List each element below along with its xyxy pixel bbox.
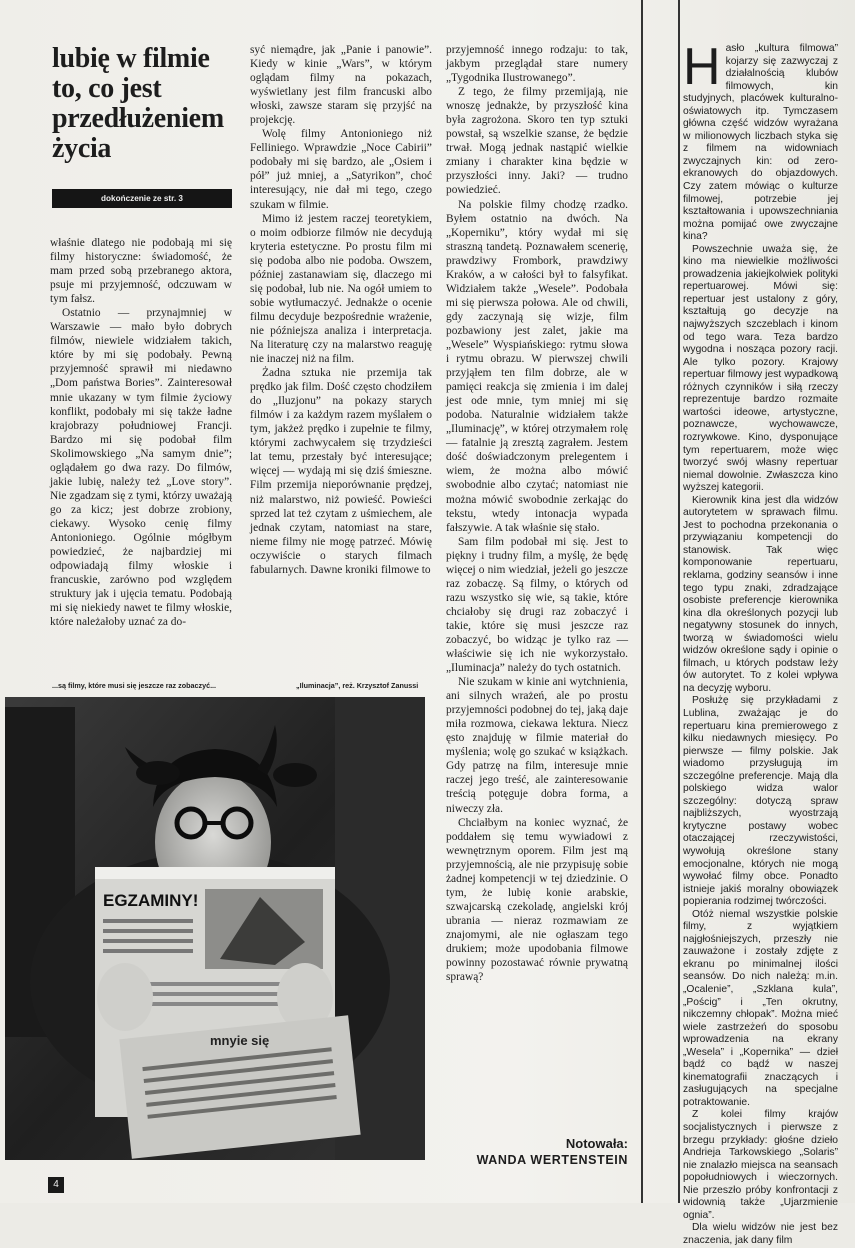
paragraph: Mimo iż jestem raczej teoretykiem, o moim odbiorze filmów nie decydują kryteria estetyczne. Po prostu film mi się podoba albo nie podoba. Owszem, później zastanawiam się, dlaczego mi się podobał, lub nie. Na ogół umiem to sobie wytłumaczyć. Jednakże o ocenie filmu decyduje bezpośrednie wrażenie, nie późniejsza analiza i interpretacja. Na literaturę czy na malarstwo reaguję nie inaczej niż na film. <box>250 212 432 366</box>
paragraph: Chciałbym na koniec wyznać, że poddałem się temu wywiadowi z wewnętrznym oporem. Film jest mą przyjemnością, ale nie przypisuję sobie żadnej kompetencji w tej dziedzinie. O tym, że lubię konie arabskie, szwajcarską czekoladę, angielski krój ubrania — nieraz rozmawiam ze znajomymi, ale nie ogłaszam tego drukiem; może upodobania filmowe powinny pozostawać równie prywatną sprawą? <box>446 816 628 984</box>
sidebar-paragraph: Posłużę się przykładami z Lublina, zważając je do repertuaru kina premierowego z kilku niedawnych miesięcy. Po pierwsze — filmy polskie. Jak wiadomo przysługują im szczególne preferencje. Mają dla polskiego widza walor szczególny: dotyczą spraw najbliższych, wyostrzają krytyczne postawy wobec otaczającej rzeczywistości, wywołują określone stany emocjonalne, których nie mogą wywołać filmy obce. Ponadto istnieje jakiś moralny obowiązek popierania rodzimej twórczości. <box>683 695 838 908</box>
author-signature <box>446 1136 628 1168</box>
article-column-3 <box>446 43 628 984</box>
sidebar-article <box>683 38 838 1248</box>
sidebar-paragraph: Kierownik kina jest dla widzów autorytetem w sprawach filmu. Jest to pochodna przekonania o przywiązaniu kompetencji do stanowisk. Tak więc komponowanie repertuaru, reklama, godziny seansów i inne tego typu znaki, zdradzające osobiste preferencje kierownika kina dla określonych pozycji lub negatywny stosunek do innych, tworzą w świadomości wielu widzów określone sądy i opinie o filmach, u których podstaw leży ów autorytet. To z kolei wpływa na decyzję wyboru. <box>683 494 838 694</box>
paragraph: Z tego, że filmy przemijają, nie wnoszę jednakże, by przyszłość kina była zagrożona. Skoro ten typ sztuki powstał, są wszelkie szanse, że będzie trwał. Mogą jednak nastąpić wielkie zmiany i charakter kina będzie w przyszłości inny. Jaki? — trudno powiedzieć. <box>446 86 628 197</box>
sidebar-paragraph-text: asło „kultura filmowa” kojarzy się zazwyczaj z działalnością klubów filmowych, kin studyjnych, placówek kulturalno-oświatowych itp. Tymczasem główna część widzów wyrażana w milionowych liczbach styka się z filmem na widowniach zwyczajnych kin: od zero-ekranowych do objazdowych. Czy zatem mówiąc o kulturze filmowej, potrzebie jej kształtowania i upowszechniania można pomijać owe zwyczajne kina? <box>683 43 838 243</box>
hand-left <box>97 963 153 1031</box>
film-still-illustration <box>5 697 425 1160</box>
signature-label: Notowała: <box>565 1136 628 1151</box>
paragraph: Na polskie filmy chodzę rzadko. Byłem ostatnio na dwóch. Na „Koperniku”, który wydał mi się straszną tandetą. Poznawałem scenerię, prawdziwy Frombork, prawdziwy Kraków, a w całości był to falsyfikat. Widziałem także „Wesele”. Podobała mi się pierwsza połowa. Ale od chwili, gdy zaczynają się wizje, film pozbawiony jest zalet, jakie ma „Wesele” Wyspiańskiego: rytmu słowa i rytmu obrazu. W pierwszej chwili przyjąłem ten film dobrze, ale w pamięci reakcja się zmienia i im dalej jest ode mnie, tym mniej mi się podoba. Naturalnie widziałem także „Iluminację”, w której otrzymałem rolę — fatalnie ją zresztą zagrałem. Jestem dość doświadczonym prelegentem i wiem, że można albo mówić swobodnie albo czytać; natomiast nie można mówić swobodnie zerkając do tekstu, wtedy intonacja wypada fałszywie. A tak właśnie się stało. <box>446 198 628 534</box>
paragraph: Ostatnio — przynajmniej w Warszawie — mało było dobrych filmów, niewiele widziałem takich, które by mi się podobały. Pewną przyjemność sprawił mi niedawno „Dom państwa Bories”. Zainteresował mnie ukazany w tym filmie życiowy konflikt, podobały mi się także ładne krajobrazy południowej Francji. Bardzo mi się podobał film Skolimowskiego „Na samym dnie”; oglądałem go dwa razy. Do filmów, jakie lubię, należy też „Love story”. Nie zgadzam się z tymi, którzy uważają go za kicz; jest dobrze zrobiony, ciekawy. Wysoko cenię filmy Antonioniego. Ogólnie mógłbym powiedzieć, że najbardziej mi odpowiadają filmy włoskie i francuskie, zarówno pod względem struktury jak i ujęcia tematu. Podobają mi się niekiedy nawet te filmy włoskie, które należałoby uznać za do- <box>50 307 232 629</box>
signature-name: WANDA WERTENSTEIN <box>476 1153 628 1167</box>
paragraph: Nie szukam w kinie ani wytchnienia, ani silnych wrażeń, ale po prostu przyjemności podobnej do tej, jaką daje miła rozmowa, ciekawa lektura. Niecz ęsto znajduję w filmie materiał do myślenia; wolę go szukać w książkach. Gdy patrzę na film, interesuje mnie raczej jego treść, ale zainteresowanie treścią potęguje dobra forma, a niweczy zła. <box>446 676 628 815</box>
article-headline: lubię w filmie to, co jest przedłużeniem życia <box>52 43 224 164</box>
paragraph: przyjemność innego rodzaju: to tak, jakbym przeglądał stare numery „Tygodnika Ilustrowanego”. <box>446 44 628 85</box>
continuation-note: dokończenie ze str. 3 <box>52 189 232 208</box>
sidebar-paragraph: Otóż niemal wszystkie polskie filmy, z wyjątkiem najgłośniejszych, przeszły nie zauważone i zostały zdjęte z ekranu po minimalnej ilości seansów. Do nich należą: m.in. „Ocalenie”, „Szklana kula”, „Pościg” i „Ten okrutny, nikczemny chłopak”. Można mieć wiele zastrzeżeń do sposobu wprowadzenia na ekrany „Wesela” i „Kopernika” — dzieł bądź co bądź w naszej kinematografii znaczących i zasługujących na specjalne potraktowanie. <box>683 908 838 1108</box>
film-still-photo <box>5 697 425 1160</box>
newspaper-headline: EGZAMINY! <box>103 891 199 910</box>
photo-caption-quote: ...są filmy, które musi się jeszcze raz zobaczyć... <box>52 681 217 690</box>
column-divider <box>678 0 680 1203</box>
page-number: 4 <box>48 1177 64 1193</box>
article-column-1 <box>50 236 232 629</box>
dropcap: H <box>683 38 721 96</box>
paragraph: Żadna sztuka nie przemija tak prędko jak film. Dość często chodziłem do „Iluzjonu” na pokazy starych filmów i za każdym razem myślałem o tym, jakżeż prędko i zupełnie te filmy, którymi zachwycałem się trzydzieści lat temu, przestały być interesujące; więcej — wydają mi się dziś śmieszne. Film przemija nieporównanie prędzej, niż malarstwo, niż powieść. Powieści sprzed lat też czytam z uśmiechem, ale jednak czytam, natomiast na stare, nieme filmy nie mogę patrzeć. Mówię oczywiście o starych filmach fabularnych. Dawne kroniki filmowe to <box>250 367 432 576</box>
newspaper-corner-text: mnyie się <box>210 1033 270 1048</box>
paragraph: Wolę filmy Antonioniego niż Felliniego. Wprawdzie „Noce Cabirii” podobały mi się bardzo, ale „Osiem i pół” już mniej, a „Satyrikon”, choć interesujący, nie dał mi tego, czego szukam w filmie. <box>250 128 432 211</box>
sidebar-paragraph: Dla wielu widzów nie jest bez znaczenia, jak dany film <box>683 1222 838 1246</box>
paragraph: Sam film podobał mi się. Jest to piękny i trudny film, a myślę, że będę więcej o nim wiedział, jeżeli go jeszcze raz zobaczę. Są filmy, o których od razu wszystko się wie, są takie, które chciałoby się drugi raz zobaczyć i takie, które się musi jeszcze raz zobaczyć, bo widząc je tylko raz — właściwie się ich nie wykorzystało. „Iluminacja” należy do tych ostatnich. <box>446 535 628 675</box>
paragraph: syć niemądre, jak „Panie i panowie”. Kiedy w kinie „Wars”, w którym oglądam filmy na pokazach, wyświetlany jest film francuski albo włoski, zawsze staram się przyjść na projekcję. <box>250 44 432 127</box>
photo-caption-credit: „Iluminacja”, reż. Krzysztof Zanussi <box>296 681 419 690</box>
sidebar-paragraph: Z kolei filmy krajów socjalistycznych i pierwsze z brzegu przykłady: głośne dzieło Andrieja Tarkowskiego „Solaris” nie znalazło miejsca na seansach popołudniowych i wieczornych. Nie przeszło próby konfrontacji z widownią także „Ujarzmienie ognia”. <box>683 1109 838 1221</box>
sidebar-paragraph: Powszechnie uważa się, że kino ma niewielkie możliwości prowadzenia jakiejkolwiek polityki repertuarowej. Mówi się: repertuar jest ustalony z góry, kształtują go decyzje na najwyższych szczeblach i kinom od tego wara. Teza bardzo wygodna i nosząca pozory racji. Ale tylko pozory. Krajowy repertuar filmowy jest wypadkową różnych czynników i siłą rzeczy reprezentuje bardzo rozmaite wartości ideowe, artystyczne, poznawcze, wychowawcze, rozrywkowe. Kino, dysponujące tym repertuarem, może więc tworzyć swój własny repertuar niemal dowolnie. Zwłaszcza kino wyższej kategorii. <box>683 243 838 494</box>
paragraph: właśnie dlatego nie podobają mi się filmy historyczne: świadomość, że mam przed sobą przebranego aktora, psuje mi przyjemność, odczuwam w tym fałsz. <box>50 237 232 306</box>
column-divider <box>641 0 643 1203</box>
article-column-2 <box>250 43 432 577</box>
sidebar-paragraph <box>683 38 838 244</box>
